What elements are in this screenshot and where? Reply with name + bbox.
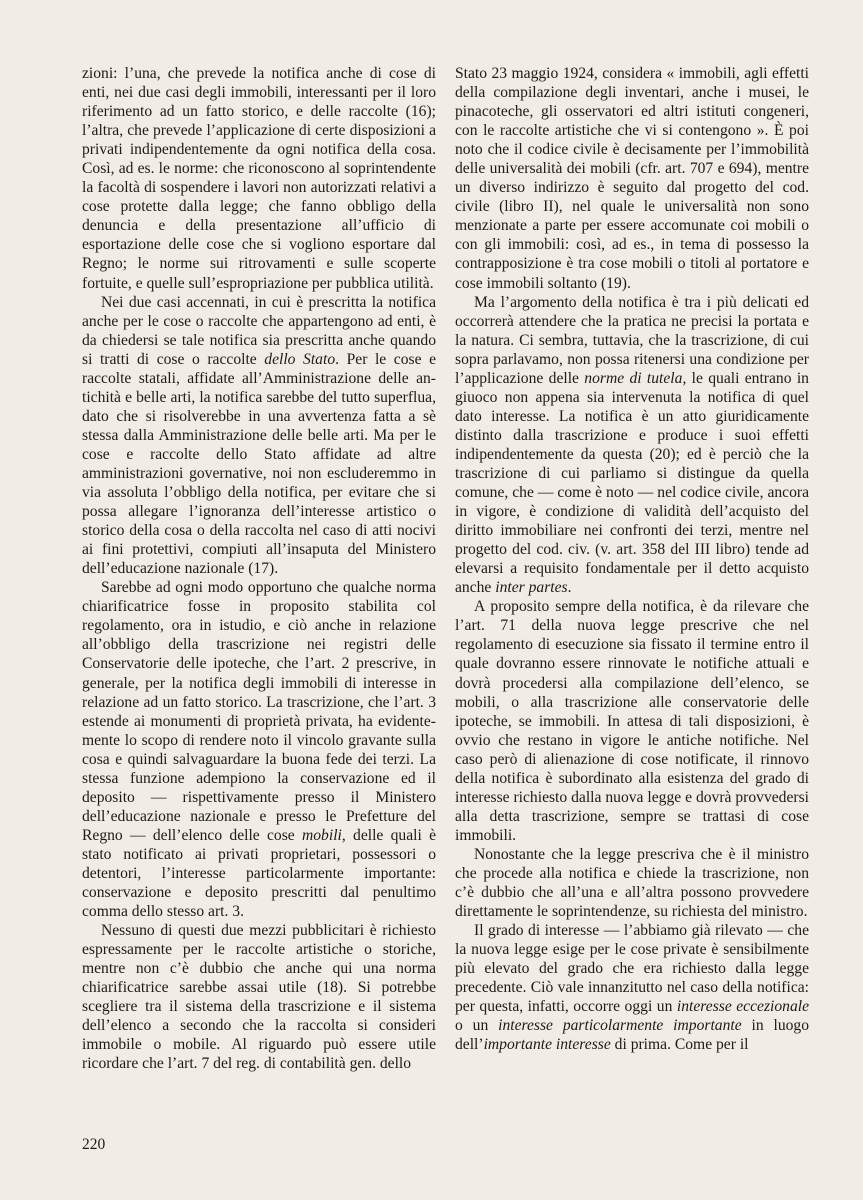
text-run: , delle quali è stato notificato ai privati proprietari, possessori o detentori, l’interesse particolarmente importante: conservazione e deposito prescritti dal penultimo comma dello stesso art. 3. (82, 826, 437, 921)
text-run: Il grado di interesse — l’abbiamo già rilevato — che la nuova legge esige per le cose private è sensibilmente più elevato del grado che era richiesto dalla legge precedente. Ciò vale innanzitutto nel caso della notifica: per questa, infatti, occorre oggi un (455, 922, 809, 1016)
paragraph (82, 293, 436, 579)
italic-text: norme di tutela (584, 369, 683, 387)
text-run: . (567, 579, 572, 597)
paragraph (455, 921, 809, 1054)
right-column (455, 64, 809, 1054)
text-run: Sarebbe ad ogni modo opportuno che qualche norma chiarificatrice fosse in proposito stabilita col regolamento, ora in istudio, e ciò anche in relazione all’obbligo della trascrizione nei registri delle Conservatorie delle ipoteche, che l’art. 2 prescrive, in generale, per la notifica degli immobili di interesse in relazione ad un fatto storico. La trascrizione, che l’art. 3 estende ai monumenti di proprietà privata, ha evidentemente lo scopo di rendere noto il vincolo gravante sulla cosa e quindi salvaguardare la buona fede dei terzi. La stessa funzione adempiono la conservazione ed il deposito — rispettivamente presso il Ministero dell’educazione nazionale e presso le Prefetture del Regno — dell’elenco delle cose (82, 579, 436, 844)
text-run: , le quali entrano in giuoco non appena sia intervenuta la notifica di quel dato interesse. La notifica è un atto giuridicamente distinto dalla trascrizione e produce i suoi effetti indipendentemente da questa (20); ed è perciò che la trascrizione di cui parliamo si distingue da quella comune, che — come è noto — nel codice civile, ancora in vigore, è condizione di validità dell’acquisto del diritto immobiliare nei confronti dei terzi, mentre nel progetto del cod. civ. (v. art. 358 del III libro) tende ad elevarsi a requisito fondamentale per il detto acquisto anche (455, 369, 809, 597)
paragraph (455, 64, 809, 293)
text-run: in luogo dell’ (455, 1017, 810, 1054)
page-number: 220 (82, 1136, 106, 1153)
italic-text: mobili (302, 826, 342, 844)
text-run: A proposito sempre della notifica, è da rilevare che l’art. 71 della nuova legge prescrive che nel regolamento di esecuzione sia fissato il termine entro il quale dovranno essere rinnovate le notifiche attuali e dovrà procedersi alla compilazione dell’elenco, se mobili, o alla trascrizione alle conservatorie delle ipoteche, se immobili. In attesa di tali disposizioni, è ovvio che restano in vigore le antiche notifiche. Nel caso però di alienazione di cose notificate, il rinnovo della notifica è subordinato alla esistenza del grado di interesse richiesto dalla nuova legge e dovrà provvedersi alla detta trascrizione, sempre se trattasi di cose immobili. (455, 598, 809, 844)
text-run: di prima. Come per il (610, 1036, 749, 1054)
italic-text: dello Stato (264, 350, 336, 368)
text-run: Nessuno di questi due mezzi pubblicitari è richiesto espressamente per le raccolte artistiche o storiche, mentre non c’è dubbio che anche qui una norma chiarificatrice sarebbe assai utile (18). Si potrebbe scegliere tra il sistema della trascrizione e il sistema dell’elenco a secondo che la raccolta si consideri immobile o mobile. Al riguardo può essere utile ricordare che l’art. 7 del reg. di contabilità gen. dello (82, 922, 436, 1073)
text-run: Ma l’argomento della notifica è tra i più delicati ed occorrerà attendere che la pratica ne precisi la portata e la natura. Ci sembra, tuttavia, che la trascrizione, di cui sopra parlavamo, non possa ritenersi una condizione per l’applicazione delle (455, 293, 809, 387)
paragraph (82, 921, 436, 1073)
italic-text: interesse eccezionale (676, 998, 809, 1016)
paragraph (82, 64, 436, 293)
left-column (82, 64, 436, 1073)
paragraph (455, 293, 809, 598)
paragraph (82, 578, 436, 921)
text-run: Nei due casi accennati, in cui è prescritta la notifica anche per le cose o raccolte che appartengono ad enti, è da chiedersi se tale notifica sia prescritta anche quando si tratti di cose o raccolte (82, 293, 436, 368)
text-run: o un (455, 1017, 499, 1035)
italic-text: interesse particolarmente importante (498, 1017, 742, 1035)
text-run: Nonostante che la legge prescriva che è il ministro che procede alla notifica e chiede la trascrizione, non c’è dubbio che all’una e all’altra possono provvedere direttamente le soprintendenze, su richiesta del ministro. (455, 845, 809, 921)
italic-text: inter partes (495, 579, 568, 597)
paragraph (455, 845, 809, 921)
text-run: Stato 23 maggio 1924, considera « immobili, agli effetti della compilazione degli inventari, anche i musei, le pinacoteche, gli osservatori ed altri istituti congeneri, con le raccolte artistiche che vi si contengono ». È poi noto che il codice civile è decisamente per l’immobilità delle universalità dei mobili (cfr. art. 707 e 694), mentre un diverso indirizzo è seguito dal progetto del cod. civile (libro II), nel quale le universalità non sono menzionate a parte per essere accomunate coi mobili o con gli immobili: così, ad es., in tema di possesso la contrapposizione è tra cose mobili o titoli al portatore e cose immobili soltanto (19). (455, 65, 809, 292)
paragraph (455, 597, 809, 845)
text-run: . Per le cose e raccolte statali, affidate all’Amministrazione delle antichità e belle arti, la notifica sarebbe del tutto superflua, dato che si risolverebbe in una avvertenza fatta a sè stessa dalla Amministrazione delle belle arti. Ma per le cose e raccolte dello Stato affidate ad altre amministrazioni governative, noi non escluderemmo in via assoluta l’obbligo della notifica, per evitare che si possa allegare l’ignoranza dell’interesse artistico o storico della cosa o della raccolta nel caso di atti nocivi ai fini protettivi, compiuti all’insaputa del Ministero dell’educazione nazionale (17). (82, 350, 437, 578)
text-run: zioni: l’una, che prevede la notifica anche di cose di enti, nei due casi degli immobili, interessanti per il loro riferimento ad un fatto storico, e delle raccolte (16); l’altra, che prevede l’applicazione di certe disposizioni a privati indipendentemente da ogni notifica della cosa. Così, ad es. le norme: che riconoscono al soprintendente la facoltà di sospendere i lavori non autorizzati relativi a cose protette dalla legge; che fanno obbligo della denuncia e della presentazione all’ufficio di esportazione delle cose che si vogliono esportare dal Regno; le norme sui ritrovamenti e sulle scoperte fortuite, e quelle sull’espropriazione per pubblica utilità. (82, 65, 436, 292)
italic-text: importante interesse (483, 1036, 611, 1054)
